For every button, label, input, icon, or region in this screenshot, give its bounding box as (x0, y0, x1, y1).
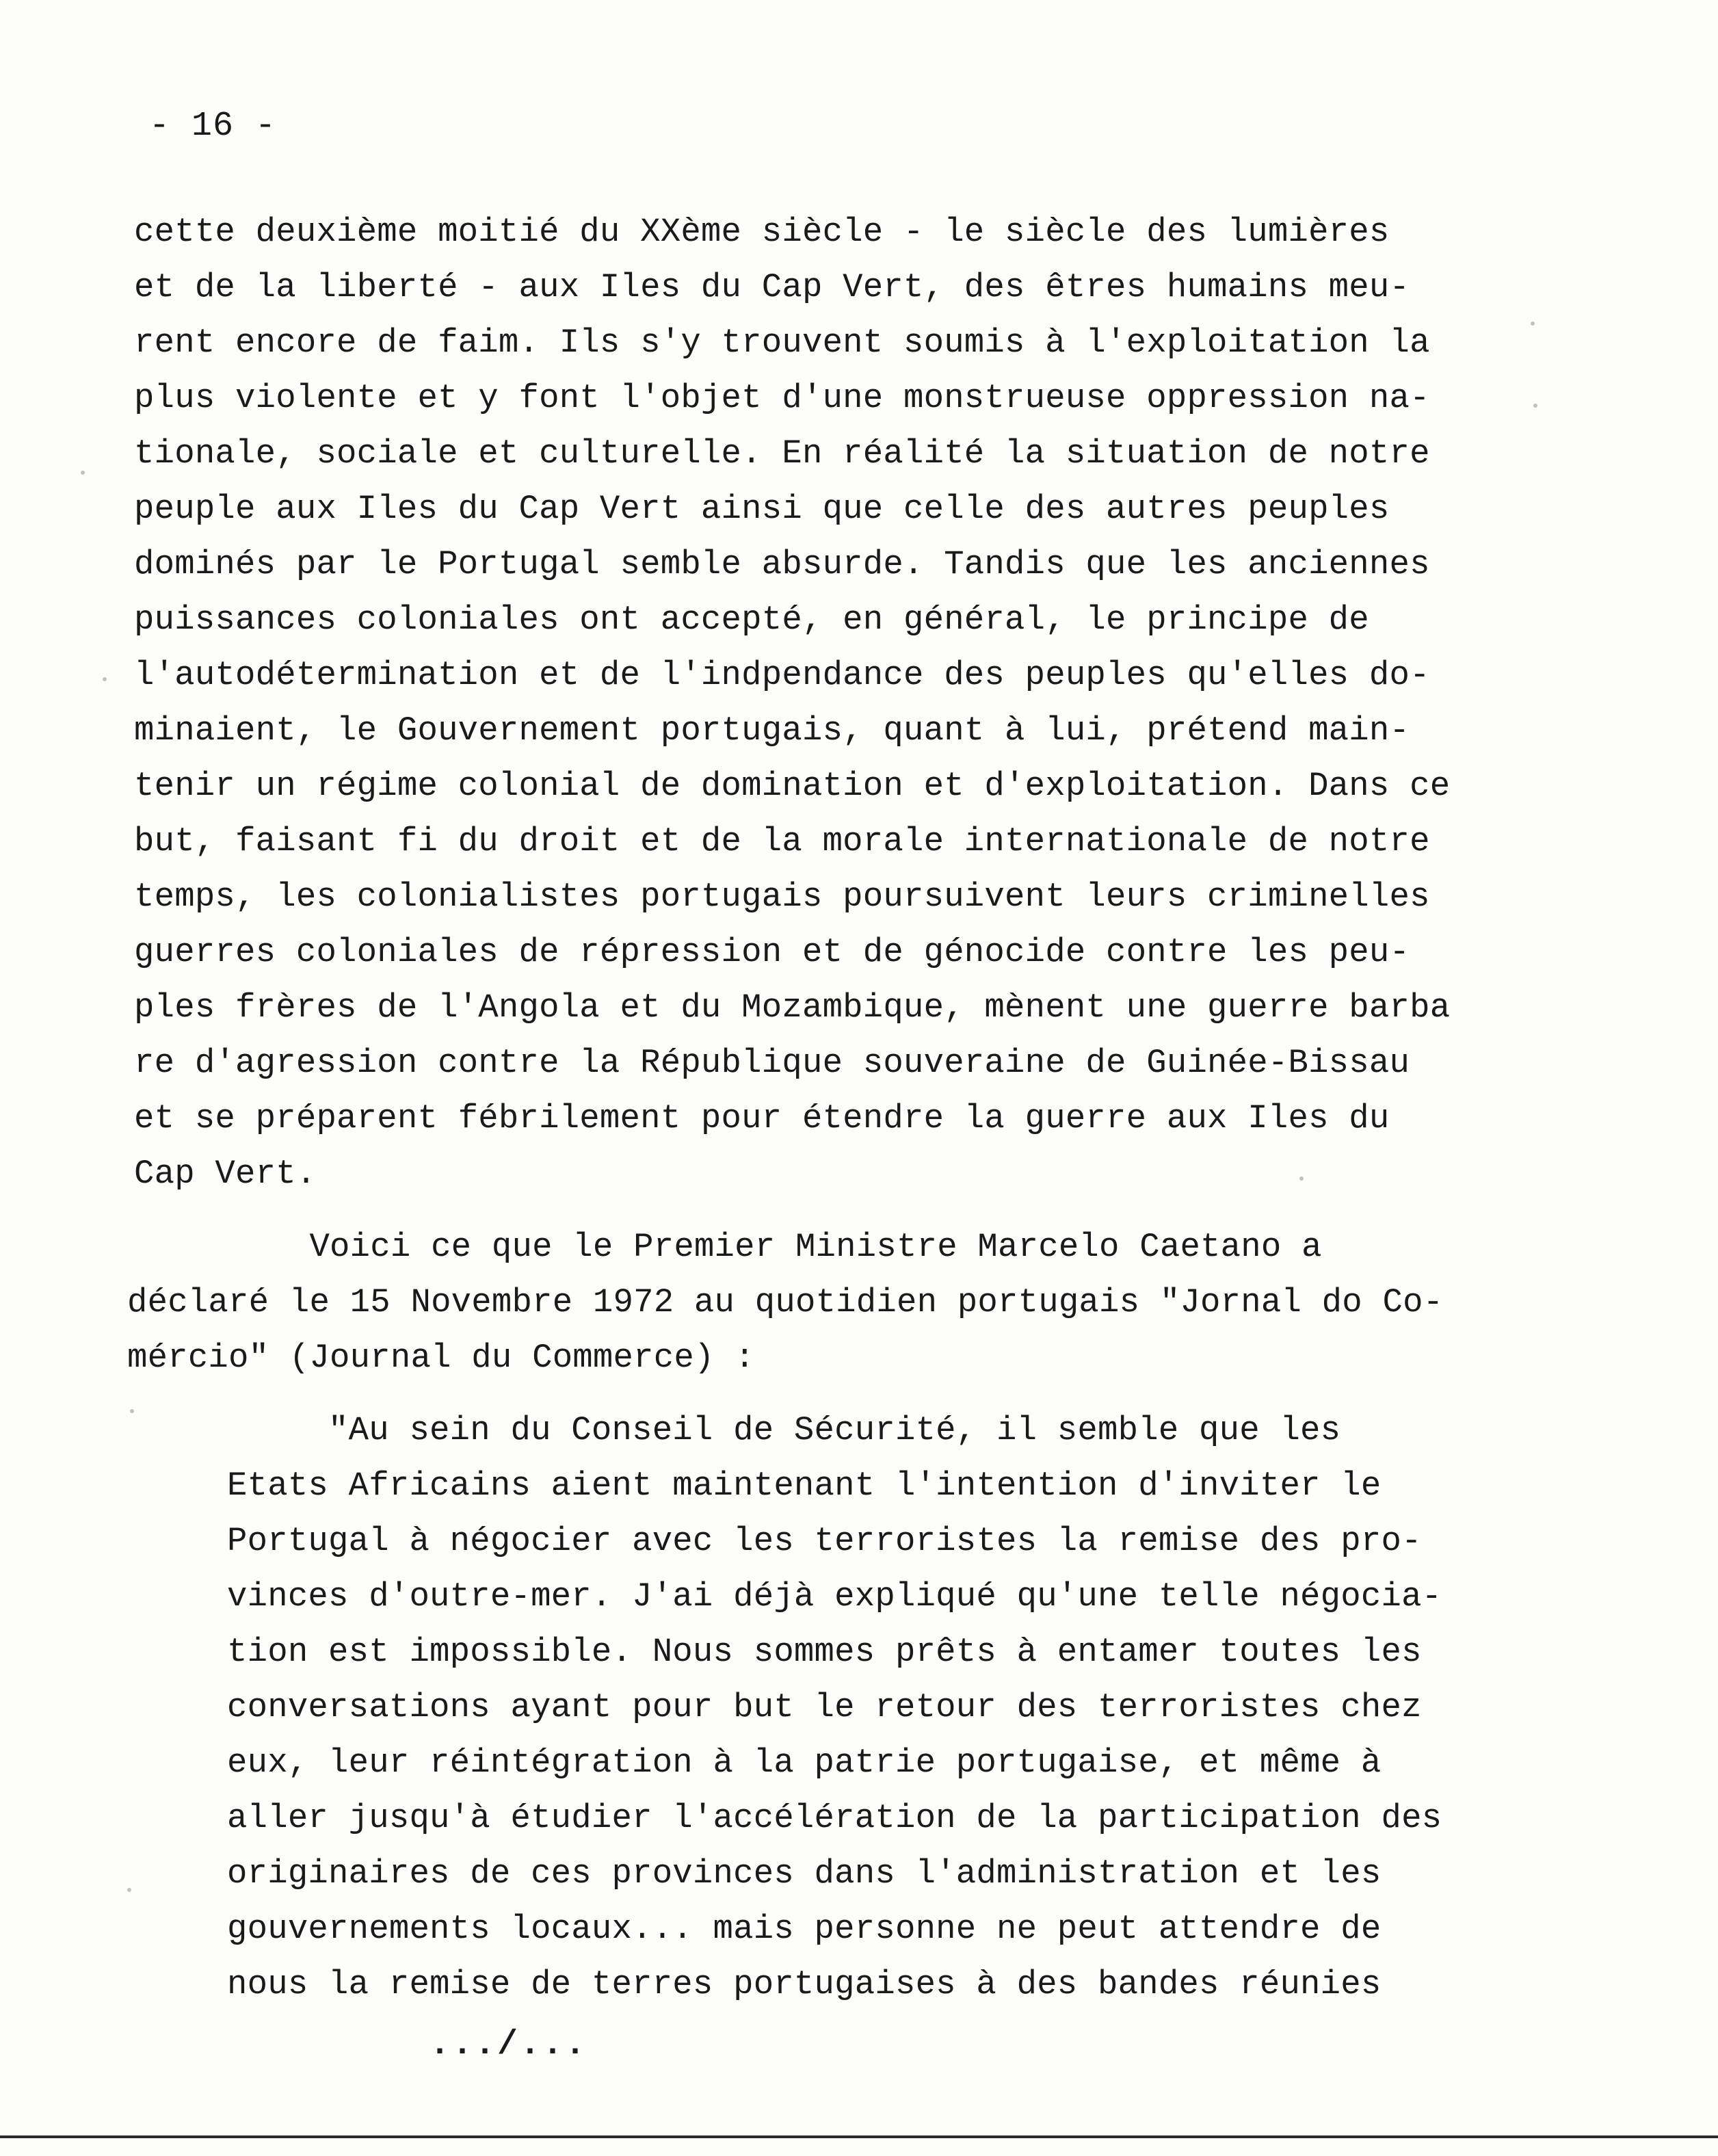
quote-line: Etats Africains aient maintenant l'intention d'inviter le (227, 1467, 1382, 1505)
text-line: déclaré le 15 Novembre 1972 au quotidien portugais "Jornal do Co- (127, 1283, 1444, 1322)
scan-speck (1299, 1176, 1304, 1181)
text-line: Cap Vert. (134, 1155, 317, 1193)
quote-line: Portugal à négocier avec les terroristes la remise des pro- (227, 1522, 1422, 1560)
text-line: guerres coloniales de répression et de génocide contre les peu- (134, 933, 1410, 971)
text-line: re d'agression contre la République souveraine de Guinée-Bissau (134, 1044, 1410, 1082)
text-line: temps, les colonialistes portugais poursuivent leurs criminelles (134, 878, 1430, 916)
quote-line: "Au sein du Conseil de Sécurité, il semble que les (227, 1411, 1341, 1449)
text-line: tionale, sociale et culturelle. En réalité la situation de notre (134, 434, 1430, 473)
quote-line: tion est impossible. Nous sommes prêts à entamer toutes les (227, 1633, 1422, 1671)
text-line: et de la liberté - aux Iles du Cap Vert, des êtres humains meu- (134, 268, 1410, 306)
text-line: l'autodétermination et de l'indpendance des peuples qu'elles do- (134, 656, 1430, 694)
text-line: but, faisant fi du droit et de la morale internationale de notre (134, 822, 1430, 860)
text-line: Voici ce que le Premier Ministre Marcelo Caetano a (127, 1228, 1322, 1266)
quote-line: nous la remise de terres portugaises à des bandes réunies (227, 1965, 1382, 2003)
text-line: cette deuxième moitié du XXème siècle - le siècle des lumières (134, 213, 1390, 251)
page-bottom-edge (0, 2135, 1718, 2138)
quote-line: gouvernements locaux... mais personne ne peut attendre de (227, 1910, 1382, 1948)
quote-line: eux, leur réintégration à la patrie portugaise, et même à (227, 1744, 1382, 1782)
text-line: rent encore de faim. Ils s'y trouvent soumis à l'exploitation la (134, 324, 1430, 362)
scan-speck (103, 677, 107, 681)
quote-line: vinces d'outre-mer. J'ai déjà expliqué qu'une telle négocia- (227, 1577, 1442, 1616)
scan-speck (130, 1409, 134, 1413)
scan-speck (81, 471, 85, 475)
quote-line: aller jusqu'à étudier l'accélération de la participation des (227, 1799, 1442, 1837)
scan-speck (1531, 321, 1535, 326)
text-line: et se préparent fébrilement pour étendre la guerre aux Iles du (134, 1099, 1390, 1138)
text-line: ples frères de l'Angola et du Mozambique, mènent une guerre barba (134, 988, 1451, 1027)
text-line: puissances coloniales ont accepté, en général, le principe de (134, 601, 1369, 639)
scan-speck (127, 1888, 131, 1892)
continuation-marker: .../... (430, 2025, 588, 2064)
scan-speck (1533, 404, 1537, 408)
text-line: plus violente et y font l'objet d'une monstrueuse oppression na- (134, 379, 1430, 417)
quote-line: conversations ayant pour but le retour des terroristes chez (227, 1688, 1422, 1726)
quote-line: originaires de ces provinces dans l'administration et les (227, 1854, 1382, 1893)
text-line: tenir un régime colonial de domination et d'exploitation. Dans ce (134, 767, 1451, 805)
text-line: dominés par le Portugal semble absurde. Tandis que les anciennes (134, 545, 1430, 583)
text-line: minaient, le Gouvernement portugais, quant à lui, prétend main- (134, 711, 1410, 750)
text-line: mércio" (Journal du Commerce) : (127, 1339, 755, 1377)
page-number: - 16 - (149, 107, 277, 146)
text-line: peuple aux Iles du Cap Vert ainsi que celle des autres peuples (134, 490, 1390, 528)
